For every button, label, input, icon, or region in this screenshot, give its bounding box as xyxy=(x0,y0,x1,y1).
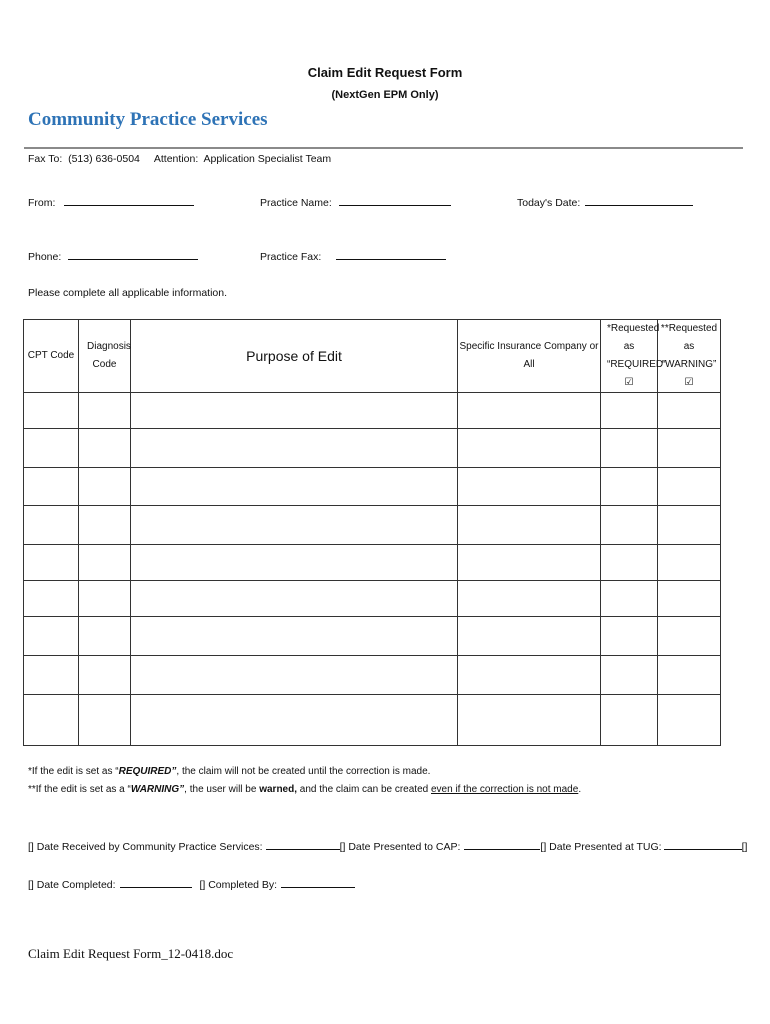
warning-header-label: **Requested as “WARNING” xyxy=(660,323,718,370)
table-cell[interactable] xyxy=(131,617,458,656)
table-cell[interactable] xyxy=(658,429,721,468)
table-cell[interactable] xyxy=(131,545,458,581)
practice-name-label: Practice Name: xyxy=(260,197,332,209)
table-cell[interactable] xyxy=(601,617,658,656)
date-presented-cap-line[interactable] xyxy=(464,839,540,850)
phone-label: Phone: xyxy=(28,251,62,263)
table-cell[interactable] xyxy=(458,393,601,429)
tracking-dates-row xyxy=(28,839,747,853)
required-header-label: *Requested as “REQUIRED” xyxy=(607,323,667,370)
table-row xyxy=(24,695,721,746)
warning-footnote xyxy=(28,784,581,795)
table-cell[interactable] xyxy=(79,429,131,468)
practice-fax-label: Practice Fax: xyxy=(260,251,322,263)
table-cell[interactable] xyxy=(658,506,721,545)
table-row xyxy=(24,468,721,506)
table-cell[interactable] xyxy=(24,468,79,506)
date-completed-line[interactable] xyxy=(120,877,192,888)
practice-fax-field xyxy=(260,249,446,263)
todays-date-label: Today's Date: xyxy=(517,197,581,209)
document-filename: Claim Edit Request Form_12-0418.doc xyxy=(28,946,234,961)
organization-name: Community Practice Services xyxy=(28,109,268,130)
checkbox-icon: ☑ xyxy=(684,377,694,388)
table-cell[interactable] xyxy=(79,695,131,746)
table-cell[interactable] xyxy=(131,695,458,746)
table-cell[interactable] xyxy=(658,617,721,656)
from-label: From: xyxy=(28,197,56,209)
header-diagnosis-code: Diagnosis Code xyxy=(79,320,131,393)
fax-line: Fax To: (513) 636-0504 Attention: Application Specialist Team xyxy=(28,153,332,165)
table-cell[interactable] xyxy=(24,429,79,468)
date-presented-tug-label: [] Date Presented at TUG: xyxy=(540,841,662,853)
phone-input-line[interactable] xyxy=(68,249,198,260)
form-title: Claim Edit Request Form xyxy=(307,65,463,80)
table-cell[interactable] xyxy=(458,468,601,506)
table-cell[interactable] xyxy=(601,506,658,545)
table-cell[interactable] xyxy=(79,393,131,429)
table-cell[interactable] xyxy=(458,695,601,746)
table-cell[interactable] xyxy=(601,468,658,506)
phone-field xyxy=(28,249,198,263)
date-presented-tug-line[interactable] xyxy=(664,839,742,850)
table-cell[interactable] xyxy=(131,468,458,506)
table-cell[interactable] xyxy=(601,656,658,695)
table-cell[interactable] xyxy=(79,581,131,617)
checkbox-icon: ☑ xyxy=(624,377,634,388)
date-received-line[interactable] xyxy=(266,839,340,850)
date-completed-label: [] Date Completed: xyxy=(28,879,116,891)
table-cell[interactable] xyxy=(24,506,79,545)
table-cell[interactable] xyxy=(79,545,131,581)
header-purpose-of-edit: Purpose of Edit xyxy=(131,320,458,393)
table-cell[interactable] xyxy=(24,695,79,746)
completed-by-label: [] Completed By: xyxy=(199,879,278,891)
table-cell[interactable] xyxy=(458,617,601,656)
table-header-row xyxy=(24,320,721,393)
todays-date-input-line[interactable] xyxy=(585,195,693,206)
table-cell[interactable] xyxy=(131,581,458,617)
from-input-line[interactable] xyxy=(64,195,194,206)
table-cell[interactable] xyxy=(458,429,601,468)
warning-term: WARNING” xyxy=(130,784,185,795)
table-cell[interactable] xyxy=(658,393,721,429)
table-cell[interactable] xyxy=(458,656,601,695)
table-row xyxy=(24,545,721,581)
footnote-text: **If the edit is set as a “ xyxy=(28,784,131,795)
footnote-text: , the user will be xyxy=(184,784,260,795)
footnote-text: *If the edit is set as “ xyxy=(28,766,119,777)
footnote-text: . xyxy=(578,784,582,795)
table-row xyxy=(24,656,721,695)
table-cell[interactable] xyxy=(131,429,458,468)
table-cell[interactable] xyxy=(601,545,658,581)
practice-name-input-line[interactable] xyxy=(339,195,451,206)
table-cell[interactable] xyxy=(658,656,721,695)
table-cell[interactable] xyxy=(24,656,79,695)
required-term: REQUIRED” xyxy=(118,766,177,777)
table-cell[interactable] xyxy=(24,393,79,429)
date-presented-cap-label: [] Date Presented to CAP: xyxy=(339,841,461,853)
table-cell[interactable] xyxy=(79,617,131,656)
table-row xyxy=(24,581,721,617)
header-insurance-company: Specific Insurance Company or All xyxy=(458,320,601,393)
table-cell[interactable] xyxy=(458,545,601,581)
table-cell[interactable] xyxy=(79,656,131,695)
table-cell[interactable] xyxy=(658,468,721,506)
table-cell[interactable] xyxy=(131,393,458,429)
practice-name-field xyxy=(260,195,451,209)
header-requested-required xyxy=(601,320,667,393)
todays-date-field xyxy=(517,195,693,209)
table-row xyxy=(24,617,721,656)
instructions: Please complete all applicable information. xyxy=(28,287,228,299)
table-cell[interactable] xyxy=(24,581,79,617)
closing-bracket: [] xyxy=(741,841,748,853)
date-received-label: [] Date Received by Community Practice Services: xyxy=(28,841,263,853)
table-cell[interactable] xyxy=(79,506,131,545)
table-cell[interactable] xyxy=(24,617,79,656)
table-cell[interactable] xyxy=(24,545,79,581)
table-cell[interactable] xyxy=(601,429,658,468)
table-cell[interactable] xyxy=(601,695,658,746)
footnote-text: and the claim can be created xyxy=(297,784,431,795)
table-cell[interactable] xyxy=(658,581,721,617)
warned-term: warned, xyxy=(259,784,298,795)
table-cell[interactable] xyxy=(131,506,458,545)
table-cell[interactable] xyxy=(658,695,721,746)
practice-fax-input-line[interactable] xyxy=(336,249,446,260)
form-subtitle: (NextGen EPM Only) xyxy=(331,89,439,101)
edit-request-table xyxy=(23,319,721,746)
table-row xyxy=(24,429,721,468)
header-divider xyxy=(24,147,743,149)
table-cell[interactable] xyxy=(601,393,658,429)
table-cell[interactable] xyxy=(458,506,601,545)
from-field xyxy=(28,195,194,209)
required-footnote xyxy=(28,766,430,777)
completion-row xyxy=(28,877,355,891)
completed-by-line[interactable] xyxy=(281,877,355,888)
table-cell[interactable] xyxy=(658,545,721,581)
footnote-text: , the claim will not be created until the correction is made. xyxy=(176,766,431,777)
table-row xyxy=(24,393,721,429)
table-cell[interactable] xyxy=(79,468,131,506)
header-cpt-code: CPT Code xyxy=(24,320,79,393)
table-cell[interactable] xyxy=(458,581,601,617)
table-cell[interactable] xyxy=(131,656,458,695)
table-cell[interactable] xyxy=(601,581,658,617)
table-row xyxy=(24,506,721,545)
header-requested-warning xyxy=(658,320,721,393)
underlined-text: even if the correction is not made xyxy=(431,784,579,795)
